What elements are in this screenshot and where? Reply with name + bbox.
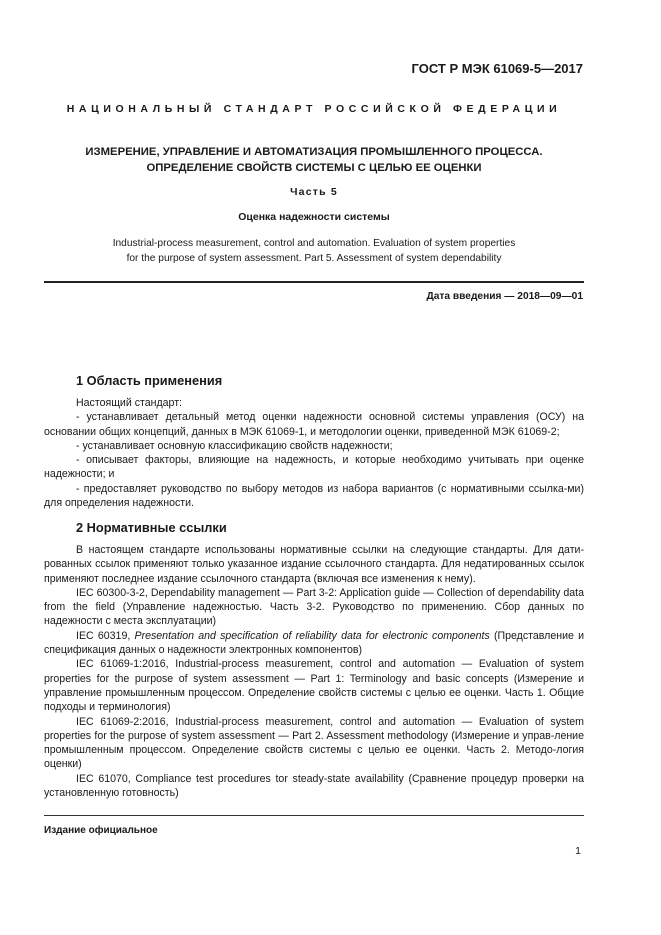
- section-1-intro: Настоящий стандарт:: [76, 397, 182, 409]
- reference-title: Presentation and specification of reliability data for electronic components: [134, 629, 490, 642]
- standard-code: ГОСТ Р МЭК 61069-5—2017: [411, 61, 583, 76]
- section-2-body: [44, 543, 584, 800]
- document-subtitle: Оценка надежности системы: [238, 211, 390, 223]
- scope-item: - предоставляет руководство по выбору методов из набора вариантов (с нормативными ссылка-ми) для определения надежности.: [44, 482, 584, 510]
- introduction-date: Дата введения — 2018—09—01: [426, 291, 583, 302]
- national-standard-banner: НАЦИОНАЛЬНЫЙ СТАНДАРТ РОССИЙСКОЙ ФЕДЕРАЦИИ: [66, 103, 562, 115]
- section-2-heading: 2 Нормативные ссылки: [76, 520, 227, 535]
- section-1-body: [44, 396, 584, 510]
- reference-translation: (Представление и спецификация данных о надежности электронных компонентов): [44, 629, 585, 657]
- scope-item: - устанавливает основную классификацию свойств надежности;: [76, 439, 393, 452]
- normative-reference: [44, 629, 584, 658]
- scope-item: - описывает факторы, влияющие на надежность, и которые необходимо учитывать при оценке надежности; и: [44, 454, 584, 481]
- normative-reference: IEC 61069-2:2016, Industrial-process measurement, control and automation — Evaluation of system properties for the purpose of system assessment — Part 2. Assessment methodology (Измерение и управ-ление промышленным процессом. Определение свойств системы с целью ее оценки. Часть 2. Методо-логия оценки): [44, 715, 584, 771]
- part-label: Часть 5: [290, 186, 338, 198]
- title-line-1: ИЗМЕРЕНИЕ, УПРАВЛЕНИЕ И АВТОМАТИЗАЦИЯ ПРОМЫШЛЕННОГО ПРОЦЕССА.: [85, 146, 543, 158]
- title-line-2: ОПРЕДЕЛЕНИЕ СВОЙСТВ СИСТЕМЫ С ЦЕЛЬЮ ЕЕ ОЦЕНКИ: [146, 162, 482, 174]
- english-title-line-1: Industrial-process measurement, control and automation. Evaluation of system properties: [112, 238, 516, 249]
- normative-reference: IEC 61069-1:2016, Industrial-process measurement, control and automation — Evaluation of system properties for the purpose of system assessment — Part 1: Terminology and basic concepts (Измерение и управление промышленным процессом. Определение свойств системы с целью ее оценки. Часть 1. Общие подходы и терминология): [44, 658, 584, 714]
- normative-reference: IEC 60300-3-2, Dependability management — Part 3-2: Application guide — Collection of dependability data from the field (Управление надежностью. Часть 3-2. Руководство по применению. Сбор данных по надежности с места эксплуатации): [44, 586, 584, 628]
- english-title: [44, 237, 584, 266]
- normative-reference: IEC 61070, Compliance test procedures tor steady-state availability (Сравнение процедур проверки на установленную готовность): [44, 772, 584, 800]
- header-divider: [44, 281, 584, 283]
- section-2-intro: В настоящем стандарте использованы нормативные ссылки на следующие стандарты. Для дати-рованных ссылок применяют только указанное издание ссылочного стандарта. Для недатированных ссылок применяют последнее издание ссылочного стандарта (включая все изменения к нему).: [44, 544, 584, 585]
- document-title: [44, 144, 584, 176]
- scope-item: - устанавливает детальный метод оценки надежности основной системы управления (ОСУ) на основании общих концепций, данных в МЭК 61069-1, и методологии оценки, приведенной МЭК 61069-2;: [44, 411, 584, 438]
- edition-label: Издание официальное: [44, 825, 158, 836]
- footer-divider: [44, 815, 584, 816]
- page-number: 1: [575, 845, 581, 857]
- section-1-heading: 1 Область применения: [76, 373, 223, 388]
- reference-code: IEC 60319,: [76, 629, 135, 642]
- english-title-line-2: for the purpose of system assessment. Part 5. Assessment of system dependability: [126, 252, 502, 264]
